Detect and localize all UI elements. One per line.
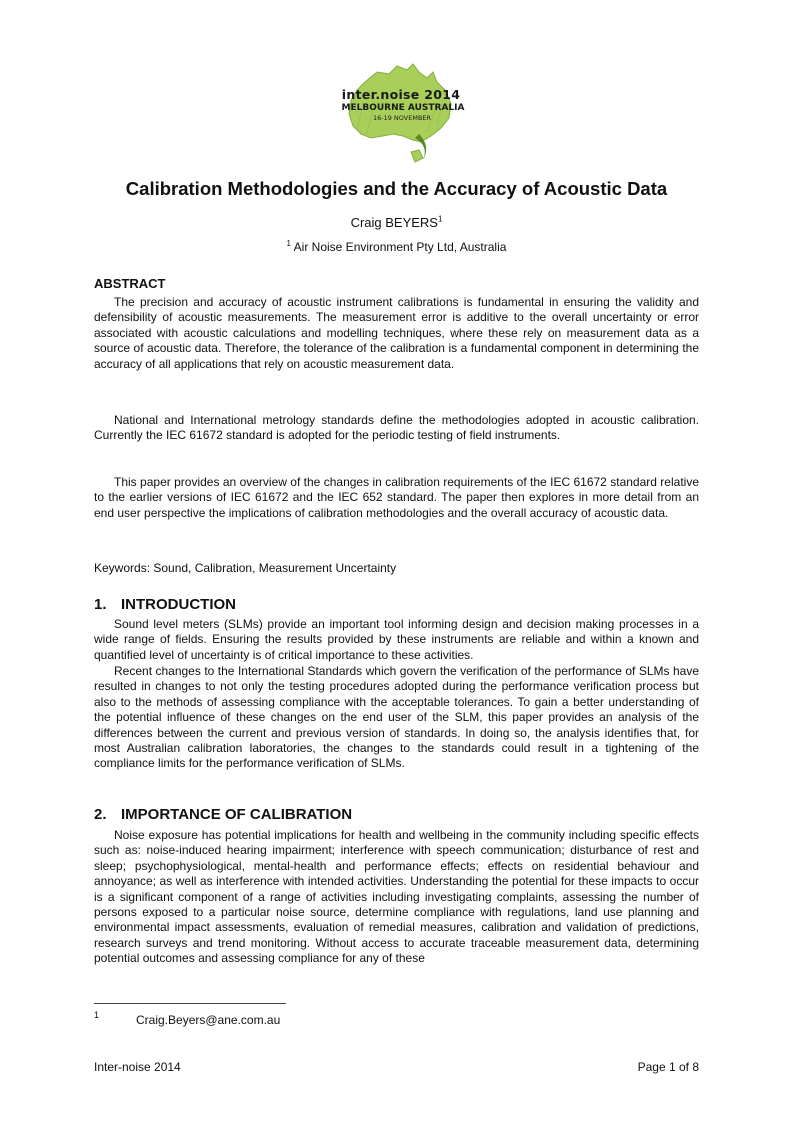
abstract-paragraph: The precision and accuracy of acoustic instrument calibrations is fundamental in ensuring the validity and defensibility of acoustic measurements. The measurement error is additive to the overall uncertainty or error associated with acoustic calculations and modelling techniques, where these rely on measurement data as a source of acoustic data. Therefore, the tolerance of the calibration is a fundamental component in determining the accuracy of all applications that rely on acoustic measurement data. xyxy=(94,295,699,371)
body-paragraph: Recent changes to the International Standards which govern the verification of the performance of SLMs have resulted in changes to not only the testing procedures adopted during the performance verification process but also to the methods of assessing compliance with the acceptable tolerances. To gain a better understanding of the potential influence of these changes on the end user of the SLM, this paper provides an analysis of the differences between the current and previous version of standards. In doing so, the analysis identifies that, for most Australian calibration laboratories, the changes to the standards could result in a tightening of the compliance limits for the performance verification of SLMs. xyxy=(94,664,699,771)
footer-page-number: Page 1 of 8 xyxy=(637,1060,699,1074)
author-footnote-mark: 1 xyxy=(437,214,443,224)
abstract-heading: ABSTRACT xyxy=(94,276,166,291)
abstract-paragraph: This paper provides an overview of the changes in calibration requirements of the IEC 61672 standard relative to the earlier versions of IEC 61672 and the IEC 652 standard. The paper then explores in more detail from an end user perspective the implications of calibration methodologies and the overall accuracy of acoustic data. xyxy=(94,475,699,520)
section-title: IMPORTANCE OF CALIBRATION xyxy=(121,806,353,823)
affiliation-mark: 1 xyxy=(286,239,291,248)
body-paragraph: Noise exposure has potential implications for health and wellbeing in the community including specific effects such as: noise-induced hearing impairment; interference with speech communication; disturbance of rest and sleep; psychophysiological, mental-health and performance effects; effects on residential behaviour and annoyance; as well as interference with intended activities. Understanding the potential for these impacts to occur is a significant component of a range of activities including investigating complaints, assessing the number of persons exposed to a particular noise source, determine compliance with regulations, land use planning and environmental impact assessments, evaluation of remedial measures, calibration and validation of predictions, research surveys and trend monitoring. Without access to accurate traceable measurement data, determining potential outcomes and assessing compliance for any of these xyxy=(94,828,699,966)
paper-title: Calibration Methodologies and the Accuracy of Acoustic Data xyxy=(125,178,668,199)
author-name: Craig BEYERS xyxy=(350,215,438,230)
affiliation-line xyxy=(0,240,793,254)
body-paragraph: Sound level meters (SLMs) provide an important tool informing design and decision making processes in a wide range of fields. Ensuring the results provided by these instruments are reliable and within a known and quantified level of uncertainty is of critical importance to these activities. xyxy=(94,617,699,662)
section-number: 1. xyxy=(94,596,107,613)
section-title: INTRODUCTION xyxy=(121,596,236,613)
footnote-number: 1 xyxy=(94,1010,100,1020)
affiliation-text: Air Noise Environment Pty Ltd, Australia xyxy=(293,240,507,254)
conference-logo xyxy=(327,60,467,170)
abstract-paragraph: National and International metrology standards define the methodologies adopted in acoustic calibration. Currently the IEC 61672 standard is adopted for the periodic testing of field instruments. xyxy=(94,413,699,443)
section-number: 2. xyxy=(94,806,107,823)
logo-title: inter.noise 2014 xyxy=(341,87,461,102)
footnote-divider xyxy=(94,1003,286,1004)
footer-conference: Inter-noise 2014 xyxy=(94,1060,181,1074)
section-heading-calibration xyxy=(94,806,352,823)
author-line xyxy=(0,215,793,230)
logo-location: MELBOURNE AUSTRALIA xyxy=(341,103,465,113)
logo-dates: 16-19 NOVEMBER xyxy=(372,114,432,122)
keywords-line: Keywords: Sound, Calibration, Measurement Uncertainty xyxy=(94,561,397,575)
section-heading-introduction xyxy=(94,596,236,613)
footnote-email: Craig.Beyers@ane.com.au xyxy=(136,1013,281,1027)
